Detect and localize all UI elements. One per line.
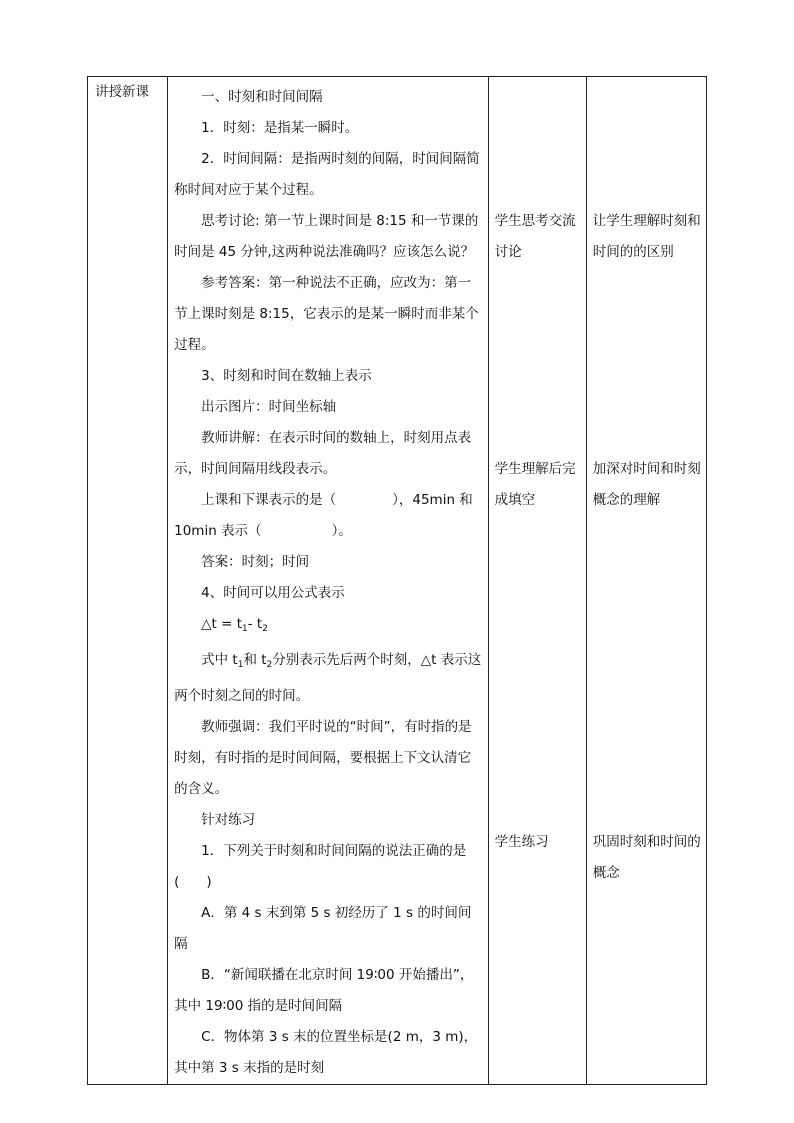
student-activity-1: 学生思考交流讨论 [494, 213, 576, 260]
teacher-explanation: 教师讲解：在表示时间的数轴上，时刻用点表示，时间间隔用线段表示。 [174, 430, 472, 477]
student-activity-2: 学生理解后完成填空 [494, 461, 576, 508]
content-cell [168, 77, 489, 1085]
formula: △t = $t_1-$ $t_2$ [201, 616, 268, 634]
fill-answer: 答案：时刻；时间 [201, 554, 310, 570]
formula-description: 式中 $t_1$和 $t_2$分别表示先后两个时刻，△t 表示这两个时刻之间的时间。 [174, 652, 482, 704]
section-label: 讲授新课 [95, 84, 149, 100]
question-1: 1．下列关于时刻和时间间隔的说法正确的是( ) [174, 843, 467, 890]
heading-number-axis: 3、时刻和时间在数轴上表示 [201, 368, 372, 384]
fill-part-c: ）。 [331, 523, 352, 539]
teacher-emphasis: 教师强调：我们平时说的“时间”，有时指的是时刻，有时指的是时间间隔，要根据上下文认清它的含义。 [174, 719, 472, 797]
reference-answer: 参考答案：第一种说法不正确，应改为：第一节上课时刻是 8:15，它表示的是某一瞬时而非某个过程。 [174, 275, 479, 353]
practice-title: 针对练习 [201, 812, 256, 828]
discussion-question: 思考讨论: 第一节上课时间是 8:15 和一节课的时间是 45 分钟,这两种说法准确吗？应该怎么说？ [174, 213, 479, 260]
design-intent-cell [586, 77, 706, 1085]
fill-in-blank [174, 485, 482, 547]
design-intent-2: 加深对时间和时刻概念的理解 [592, 461, 701, 508]
lesson-plan-table [87, 76, 707, 1085]
question-1-option-b: B．“新闻联播在北京时间 19∶00 开始播出”，其中 19∶00 指的是时间间隔 [174, 967, 474, 1014]
heading-formula: 4、时间可以用公式表示 [201, 585, 345, 601]
definition-moment: 1．时刻：是指某一瞬时。 [201, 120, 359, 136]
student-activity-3: 学生练习 [494, 834, 549, 850]
design-intent-3: 巩固时刻和时间的概念 [592, 834, 701, 881]
heading-time-and-interval: 一、时刻和时间间隔 [201, 89, 323, 105]
show-picture-text: 出示图片：时间坐标轴 [201, 399, 337, 415]
fill-part-a: 上课和下课表示的是（ [201, 492, 337, 508]
question-1-option-c: C．物体第 3 s 末的位置坐标是(2 m，3 m)，其中第 3 s 末指的是时刻 [174, 1029, 478, 1076]
definition-interval: 2．时间间隔：是指两时刻的间隔，时间间隔简称时间对应于某个过程。 [174, 151, 480, 198]
section-label-cell [88, 77, 168, 1085]
fill-part-b: ），45min 和 10min 表示（ [174, 492, 473, 539]
question-1-option-a: A．第 4 s 末到第 5 s 初经历了 1 s 的时间间隔 [174, 905, 472, 952]
design-intent-1: 让学生理解时刻和时间的的区别 [592, 213, 701, 260]
student-activity-cell [488, 77, 586, 1085]
